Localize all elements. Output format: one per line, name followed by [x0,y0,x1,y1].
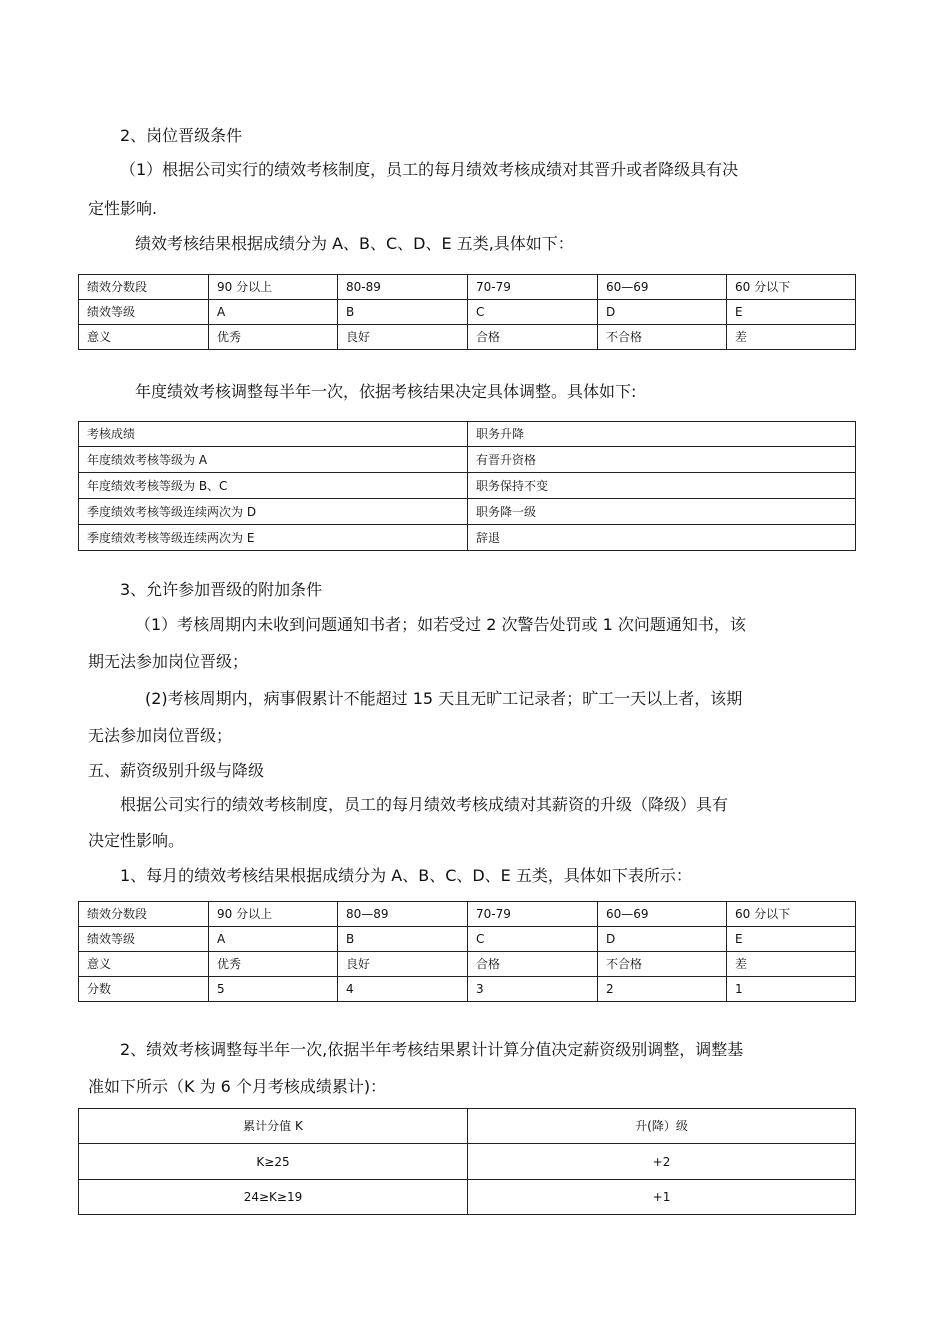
table-cell: 2 [598,977,727,1002]
table-cell: 年度绩效考核等级为 A [79,447,468,473]
table-cell: 优秀 [209,952,338,977]
table-cell: 合格 [468,325,598,350]
grade-table-1-row [79,275,856,300]
table-cell: 季度绩效考核等级连续两次为 E [79,525,468,551]
table-cell: 不合格 [598,952,727,977]
section-5-item-1: 1、每月的绩效考核结果根据成绩分为 A、B、C、D、E 五类，具体如下表所示： [120,866,692,885]
grade-table-1-row [79,325,856,350]
table-cell: 60—69 [598,275,727,300]
salary-adjust-table-row [79,1180,856,1215]
table-cell: C [468,300,598,325]
promotion-table-row [79,525,856,551]
grade-table-2-row [79,902,856,927]
grade-table-2-row [79,927,856,952]
table-cell: 4 [338,977,468,1002]
table-cell: 差 [727,325,856,350]
salary-adjust-table-row [79,1109,856,1144]
table-cell: D [598,927,727,952]
section-2-heading: 2、岗位晋级条件 [120,126,243,145]
table-cell: 24≥K≥19 [79,1180,468,1215]
table-cell: 90 分以上 [209,902,338,927]
table-cell: E [727,927,856,952]
section-3-item-1-line-2: 期无法参加岗位晋级； [88,652,249,671]
section-3-item-2-line-1: (2)考核周期内，病事假累计不能超过 15 天且无旷工记录者；旷工一天以上者，该期 [145,689,743,708]
section-5-item-2-line-1: 2、绩效考核调整每半年一次,依据半年考核结果累计计算分值决定薪资级别调整，调整基 [120,1040,744,1059]
table-cell: 升(降）级 [468,1109,856,1144]
table-cell: 年度绩效考核等级为 B、C [79,473,468,499]
table-cell: 3 [468,977,598,1002]
section-5-item-2-line-2: 准如下所示（K 为 6 个月考核成绩累计)： [88,1077,387,1096]
grade-table-2-row [79,977,856,1002]
section-2-paragraph-1-line-1: （1）根据公司实行的绩效考核制度，员工的每月绩效考核成绩对其晋升或者降级具有决 [120,160,739,179]
section-5-heading: 五、薪资级别升级与降级 [88,761,265,780]
grade-table-2-row [79,952,856,977]
table-cell: K≥25 [79,1144,468,1180]
section-5-paragraph-line-1: 根据公司实行的绩效考核制度，员工的每月绩效考核成绩对其薪资的升级（降级）具有 [120,795,729,814]
section-2-paragraph-3: 年度绩效考核调整每半年一次，依据考核结果决定具体调整。具体如下: [135,382,637,401]
table-cell: 绩效等级 [79,927,209,952]
table-cell: +1 [468,1180,856,1215]
promotion-table [78,421,856,551]
table-cell: 职务保持不变 [468,473,856,499]
salary-adjust-table [78,1108,856,1215]
table-cell: 考核成绩 [79,422,468,447]
table-cell: A [209,300,338,325]
section-2-paragraph-1-line-2: 定性影响. [88,199,158,218]
section-3-item-2-line-2: 无法参加岗位晋级； [88,726,233,745]
table-cell: 优秀 [209,325,338,350]
table-cell: B [338,300,468,325]
table-cell: 良好 [338,952,468,977]
table-cell: D [598,300,727,325]
table-cell: 绩效等级 [79,300,209,325]
table-cell: 差 [727,952,856,977]
section-3-heading: 3、允许参加晋级的附加条件 [120,580,323,599]
grade-table-1 [78,274,856,350]
table-cell: 70-79 [468,902,598,927]
promotion-table-row [79,422,856,447]
table-cell: E [727,300,856,325]
table-cell: 90 分以上 [209,275,338,300]
table-cell: 60—69 [598,902,727,927]
table-cell: 职务降一级 [468,499,856,525]
table-cell: 不合格 [598,325,727,350]
table-cell: 5 [209,977,338,1002]
table-cell: 有晋升资格 [468,447,856,473]
table-cell: 良好 [338,325,468,350]
table-cell: B [338,927,468,952]
promotion-table-row [79,473,856,499]
table-cell: 意义 [79,952,209,977]
section-5-paragraph-line-2: 决定性影响。 [88,831,185,850]
table-cell: 辞退 [468,525,856,551]
table-cell: 绩效分数段 [79,275,209,300]
table-cell: 60 分以下 [727,902,856,927]
table-cell: 绩效分数段 [79,902,209,927]
table-cell: 累计分值 K [79,1109,468,1144]
table-cell: 80—89 [338,902,468,927]
table-cell: 80-89 [338,275,468,300]
grade-table-2 [78,901,856,1002]
promotion-table-row [79,447,856,473]
section-3-item-1-line-1: （1）考核周期内未收到问题通知书者；如若受过 2 次警告处罚或 1 次问题通知书，该 [135,615,746,634]
table-cell: 分数 [79,977,209,1002]
promotion-table-row [79,499,856,525]
table-cell: 合格 [468,952,598,977]
grade-table-1-row [79,300,856,325]
table-cell: 季度绩效考核等级连续两次为 D [79,499,468,525]
table-cell: 意义 [79,325,209,350]
table-cell: A [209,927,338,952]
table-cell: 60 分以下 [727,275,856,300]
table-cell: 1 [727,977,856,1002]
table-cell: C [468,927,598,952]
table-cell: 职务升降 [468,422,856,447]
salary-adjust-table-row [79,1144,856,1180]
table-cell: +2 [468,1144,856,1180]
table-cell: 70-79 [468,275,598,300]
section-2-paragraph-2: 绩效考核结果根据成绩分为 A、B、C、D、E 五类,具体如下： [135,234,574,253]
